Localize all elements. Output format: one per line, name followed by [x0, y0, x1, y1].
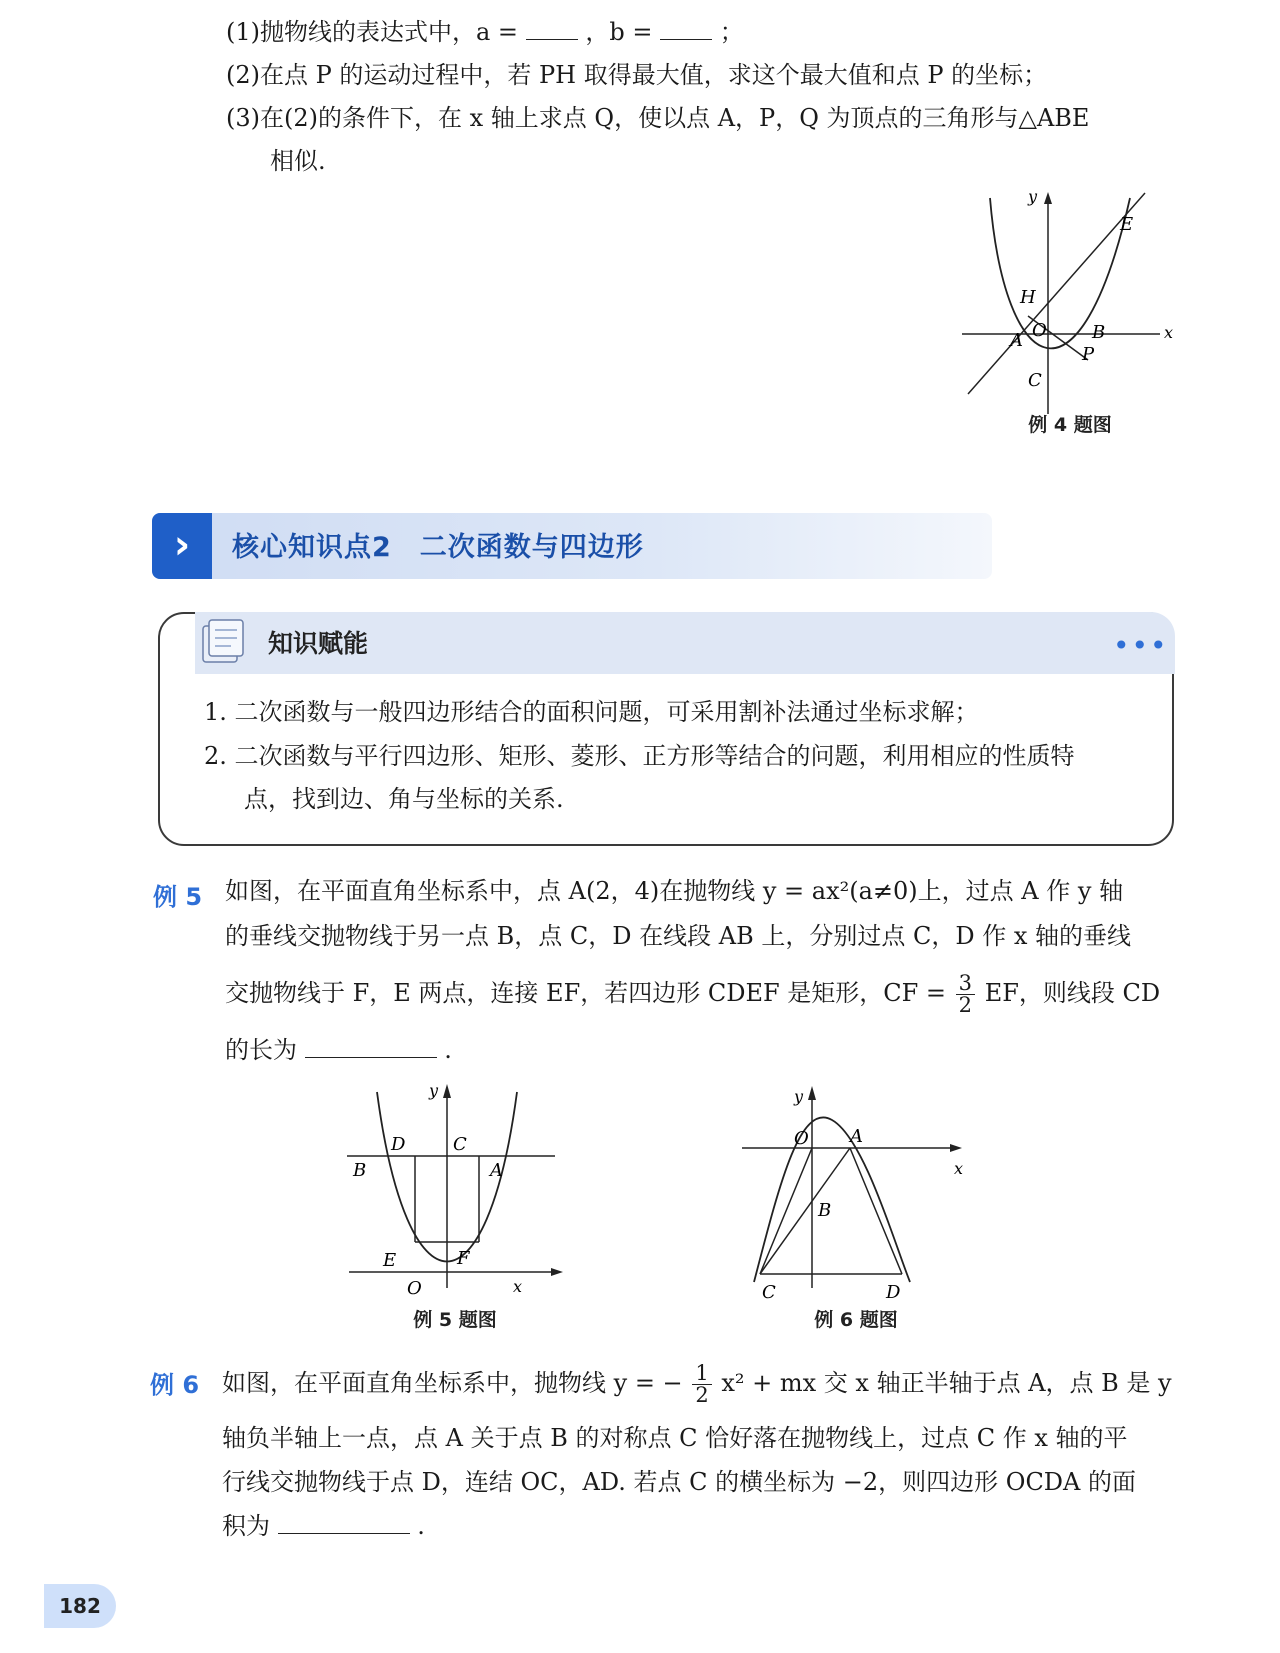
ex4-caption: 例 4 题图: [1028, 414, 1112, 436]
ex4-label-b: B: [1092, 322, 1106, 343]
ex4-label-p: P: [1082, 344, 1095, 365]
ex5-label-x: x: [513, 1277, 523, 1296]
ex5-answer-blank: [305, 1037, 437, 1058]
knowledge-title: 知识赋能: [268, 629, 369, 658]
ex4-question-3-cont: 相似.: [270, 147, 326, 175]
ex4-label-x: x: [1164, 323, 1174, 342]
ex6-line-1: [222, 1363, 1172, 1406]
ex4-label-a: A: [1010, 330, 1023, 351]
ex6-line-4-text: 积为: [222, 1512, 270, 1540]
ex6-parabola: [754, 1117, 910, 1282]
ex4-label-h: H: [1020, 287, 1036, 308]
ex5-line-3-pre: 交抛物线于 F，E 两点，连接 EF，若四边形 CDEF 是矩形，CF =: [225, 979, 947, 1007]
ex4-q1-mid: ，b =: [585, 18, 653, 46]
ex4-line-ae: [968, 193, 1145, 394]
ex6-label-x: x: [954, 1159, 964, 1178]
more-dots-icon: •••: [1113, 629, 1169, 662]
ex6-line-2: 轴负半轴上一点，点 A 关于点 B 的对称点 C 恰好落在抛物线上，过点 C 作 x 轴的平: [222, 1424, 1128, 1452]
ex5-line-4-text: 的长为: [225, 1036, 297, 1064]
page-number: 182: [44, 1584, 116, 1628]
ex4-y-arrow: [1044, 192, 1052, 204]
ex6-line-4-end: .: [417, 1512, 425, 1540]
ex4-q1-end: ；: [719, 18, 744, 46]
ex5-caption: 例 5 题图: [413, 1309, 497, 1331]
ex4-label-y: y: [1028, 188, 1038, 206]
ex5-label-o: O: [407, 1278, 422, 1299]
ex5-line-1: 如图，在平面直角坐标系中，点 A(2，4)在抛物线 y = ax²(a≠0)上，过点 A 作 y 轴: [225, 877, 1124, 905]
ex6-answer-blank: [278, 1513, 410, 1534]
ex4-label-e: E: [1120, 214, 1134, 235]
ex4-q1-prefix: (1)抛物线的表达式中，a =: [226, 18, 519, 46]
ex5-label-f: F: [457, 1248, 470, 1269]
ex6-label-b: B: [818, 1200, 832, 1221]
answer-blank-b: [660, 19, 712, 40]
ex5-line-4: [225, 1034, 452, 1066]
ex5-line-3-post: EF，则线段 CD: [984, 979, 1161, 1007]
knowledge-item-2: 2. 二次函数与平行四边形、矩形、菱形、正方形等结合的问题，利用相应的性质特: [204, 742, 1075, 770]
ex6-label-d: D: [886, 1282, 901, 1300]
ex5-label-d: D: [391, 1134, 406, 1155]
ex6-frac-num: 1: [692, 1363, 711, 1385]
ex5-label-c: C: [453, 1134, 467, 1155]
ex6-segment-ad: [850, 1148, 902, 1274]
ex4-figure: [960, 188, 1180, 420]
ex6-frac-den: 2: [695, 1383, 709, 1407]
section-title: 核心知识点2 二次函数与四边形: [232, 532, 644, 563]
ex5-frac-num: 3: [956, 973, 975, 995]
ex5-fraction: [956, 973, 975, 1016]
ex6-y-arrow: [808, 1086, 816, 1100]
ex6-line-1-pre: 如图，在平面直角坐标系中，抛物线 y = −: [222, 1369, 683, 1397]
ex5-label-b: B: [353, 1160, 367, 1181]
ex6-caption: 例 6 题图: [814, 1309, 898, 1331]
ex5-x-arrow: [551, 1268, 563, 1276]
ex5-line-3: [225, 973, 1160, 1016]
ex6-label-y: y: [794, 1087, 804, 1106]
knowledge-item-2-cont: 点，找到边、角与坐标的关系.: [244, 785, 564, 813]
ex5-line-4-end: .: [444, 1036, 452, 1064]
ex6-fraction: [692, 1363, 711, 1406]
ex6-line-3: 行线交抛物线于点 D，连结 OC，AD. 若点 C 的横坐标为 −2，则四边形 OCDA 的面: [222, 1468, 1137, 1496]
ex6-label-c: C: [762, 1282, 776, 1300]
ex4-question-2: (2)在点 P 的运动过程中，若 PH 取得最大值，求这个最大值和点 P 的坐标；: [226, 61, 1048, 89]
ex6-label-o: O: [794, 1128, 809, 1149]
book-icon: [195, 612, 249, 668]
ex6-x-arrow: [950, 1144, 962, 1152]
ex4-label-o: O: [1032, 320, 1047, 341]
ex5-frac-den: 2: [958, 993, 973, 1017]
ex6-figure: [740, 1082, 970, 1300]
ex6-line-4: [222, 1510, 425, 1542]
ex4-parabola: [990, 198, 1130, 348]
answer-blank-a: [526, 19, 578, 40]
ex5-figure: [345, 1078, 570, 1306]
ex5-label-a: A: [490, 1160, 503, 1181]
ex6-label-a: A: [850, 1126, 863, 1147]
ex5-label: 例 5: [153, 883, 203, 911]
ex5-label-e: E: [383, 1250, 397, 1271]
ex4-label-c: C: [1028, 370, 1042, 391]
ex4-question-1: [226, 16, 744, 48]
ex5-label-y: y: [429, 1081, 439, 1100]
chevron-right-icon: ›: [152, 513, 212, 579]
ex4-question-3: (3)在(2)的条件下，在 x 轴上求点 Q，使以点 A，P，Q 为顶点的三角形与△ABE: [226, 104, 1090, 132]
ex6-line-1-post: x² + mx 交 x 轴正半轴于点 A，点 B 是 y: [721, 1369, 1172, 1397]
knowledge-item-1: 1. 二次函数与一般四边形结合的面积问题，可采用割补法通过坐标求解；: [204, 698, 979, 726]
ex5-line-2: 的垂线交抛物线于另一点 B，点 C，D 在线段 AB 上，分别过点 C，D 作 x 轴的垂线: [225, 922, 1132, 950]
ex6-label: 例 6: [150, 1371, 200, 1399]
ex5-y-arrow: [443, 1084, 451, 1098]
